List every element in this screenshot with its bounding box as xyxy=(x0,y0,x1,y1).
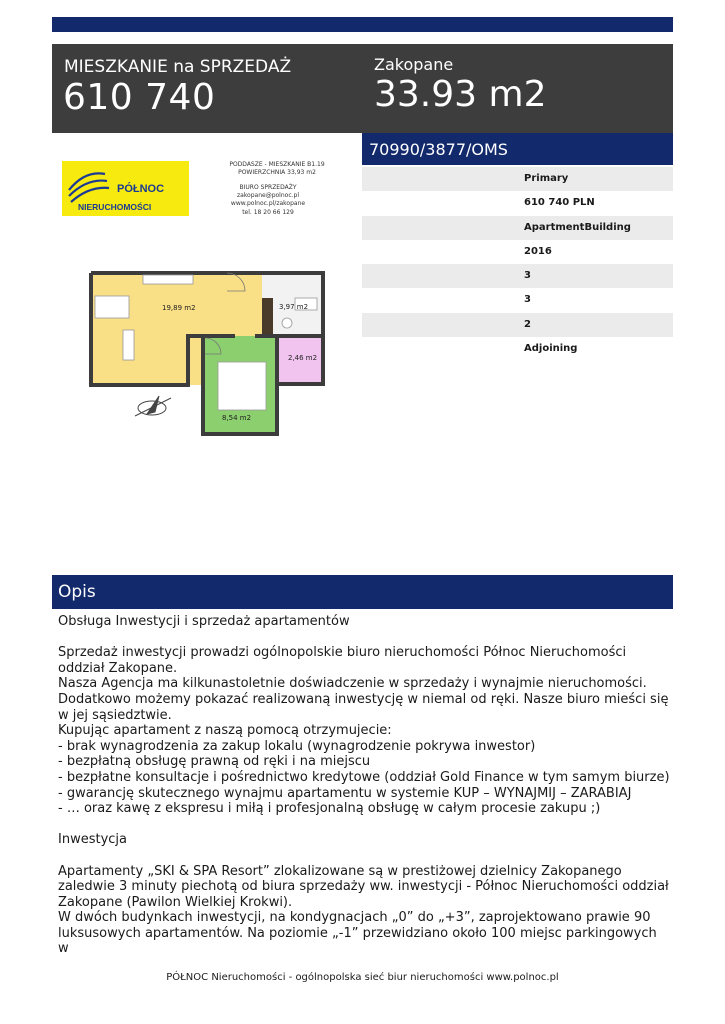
dining-table xyxy=(95,296,129,318)
room-bath-label: 3,97 m2 xyxy=(279,303,309,311)
room-living-label: 19,89 m2 xyxy=(162,304,196,312)
detail-row xyxy=(362,337,673,361)
listing-header xyxy=(52,44,673,133)
sofa xyxy=(123,330,134,360)
description-paragraph: - gwarancję skutecznego wynajmu apartamentu w systemie KUP – WYNAJMIJ – ZARABIAJ xyxy=(58,785,632,801)
detail-row xyxy=(362,264,673,288)
description-paragraph: Nasza Agencja ma kilkunastoletnie doświadczenie w sprzedaży i wynajmie nieruchomości. xyxy=(58,676,647,692)
detail-row xyxy=(362,216,673,240)
detail-value: 3 xyxy=(524,294,531,306)
description-body xyxy=(58,614,670,957)
description-paragraph: Dodatkowo możemy pokazać realizowaną inwestycję w niemal od ręki. Nasze biuro mieści się w jej sąsiedztwie. xyxy=(58,691,669,723)
reference-number: 70990/3877/OMS xyxy=(369,140,508,159)
plan-info-line: BIURO SPRZEDAŻY xyxy=(239,184,297,191)
description-paragraph: Apartamenty „SKI & SPA Resort” zlokalizowane są w prestiżowej dzielnicy Zakopanego zaledwie 3 minuty piechotą od biura sprzedaży ww. inwestycji - Północ Nieruchomości oddział Zakopane (Pawilon Wielkiej Krokwi). xyxy=(58,863,669,910)
description-paragraph: W dwóch budynkach inwestycji, na kondygnacjach „0” do „+3”, zaprojektowano prawie 90 luksusowych apartamentów. Na poziomie „-1” przewidziano około 100 miejsc parkingowych w xyxy=(58,910,657,957)
detail-row xyxy=(362,240,673,264)
description-paragraph: Obsługa Inwestycji i sprzedaż apartamentów xyxy=(58,614,350,629)
detail-value: 2 xyxy=(524,318,531,330)
reference-bar xyxy=(362,133,673,165)
description-paragraph: - bezpłatne konsultacje i pośrednictwo kredytowe (oddział Gold Finance w tym samym biurze) xyxy=(58,769,670,785)
detail-value: ApartmentBuilding xyxy=(524,221,631,233)
description-paragraph: - bezpłatną obsługę prawną od ręki i na miejscu xyxy=(58,754,371,770)
detail-row xyxy=(362,167,673,191)
toilet xyxy=(282,318,292,328)
wall-column xyxy=(262,298,273,334)
plan-info-line: PODDASZE - MIESZKANIE B1.19 xyxy=(229,161,325,168)
compass-icon xyxy=(135,396,171,416)
description-header xyxy=(52,575,673,609)
room-bed-label: 8,54 m2 xyxy=(222,414,252,422)
plan-info-line: tel. 18 20 66 129 xyxy=(242,209,294,216)
bed xyxy=(218,362,266,410)
plan-info-line: POWIERZCHNIA 33,93 m2 xyxy=(238,169,316,176)
detail-row xyxy=(362,288,673,312)
floor-plan-image xyxy=(55,148,355,448)
detail-value: Primary xyxy=(524,173,569,184)
plan-info-line: zakopane@polnoc.pl xyxy=(236,192,300,199)
listing-area: 33.93 m2 xyxy=(374,74,547,115)
top-accent-bar xyxy=(52,17,673,32)
logo-text-secondary: NIERUCHOMOŚCI xyxy=(78,202,152,212)
detail-row xyxy=(362,191,673,215)
detail-value: 2016 xyxy=(524,245,552,257)
description-title: Opis xyxy=(58,582,96,602)
listing-type: MIESZKANIE na SPRZEDAŻ xyxy=(64,57,292,77)
detail-value: Adjoining xyxy=(524,343,578,355)
detail-row xyxy=(362,313,673,337)
page-footer: PÓŁNOC Nieruchomości - ogólnopolska sieć biur nieruchomości www.polnoc.pl xyxy=(166,972,559,983)
detail-value: 610 740 PLN xyxy=(524,197,595,209)
description-paragraph: - … oraz kawę z ekspresu i miłą i profesjonalną obsługę w całym procesie zakupu ;) xyxy=(58,801,601,817)
kitchen-counter xyxy=(143,275,193,284)
description-paragraph: Sprzedaż inwestycji prowadzi ogólnopolskie biuro nieruchomości Północ Nieruchomości oddział Zakopane. xyxy=(58,645,627,676)
plan-info-line: www.polnoc.pl/zakopane xyxy=(230,200,306,207)
description-paragraph: - brak wynagrodzenia za zakup lokalu (wynagrodzenie pokrywa inwestor) xyxy=(58,738,536,754)
listing-price: 610 740 xyxy=(63,77,216,118)
logo-text-primary: PÓŁNOC xyxy=(117,183,165,195)
detail-value: 3 xyxy=(524,270,531,282)
description-paragraph: Kupując apartament z naszą pomocą otrzymujecie: xyxy=(58,723,392,739)
room-closet-label: 2,46 m2 xyxy=(288,354,318,362)
description-paragraph: Inwestycja xyxy=(58,832,127,848)
details-list xyxy=(362,167,673,361)
listing-city: Zakopane xyxy=(374,55,454,74)
